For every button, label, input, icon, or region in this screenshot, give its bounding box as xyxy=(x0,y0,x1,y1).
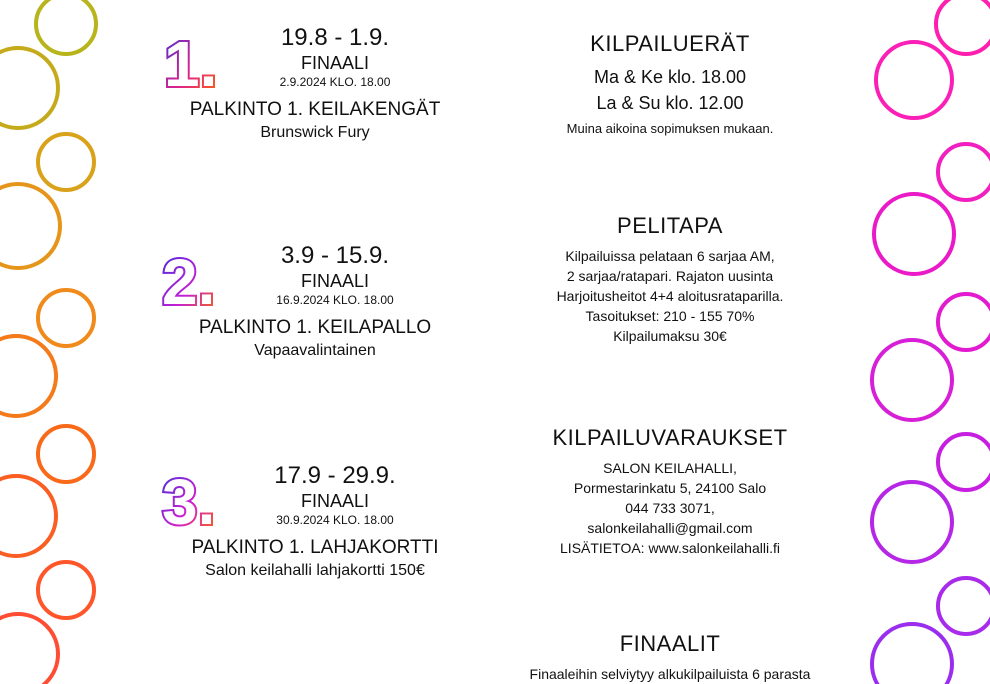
round-2 xyxy=(162,242,460,362)
deco-circle xyxy=(38,426,94,482)
section-title: KILPAILUERÄT xyxy=(590,31,750,56)
rule-line: Kilpailuissa pelataan 6 sarjaa AM, xyxy=(565,248,775,264)
deco-circle xyxy=(938,294,990,350)
prize-title: PALKINTO 1. KEILAKENGÄT xyxy=(189,99,441,120)
deco-circle xyxy=(0,48,58,128)
deco-circle xyxy=(938,434,990,490)
rule-line: Kilpailumaksu 30€ xyxy=(613,328,727,344)
section-kilpailuerat xyxy=(520,30,820,137)
final-date: 30.9.2024 xyxy=(276,513,330,527)
rule-line: Harjoitusheitot 4+4 aloitusrataparilla. xyxy=(556,288,784,304)
contact-website: LISÄTIETOA: www.salonkeilahalli.fi xyxy=(560,540,780,556)
deco-circle xyxy=(876,42,952,118)
contact-phone: 044 733 3071, xyxy=(625,500,715,516)
final-label: FINAALI xyxy=(300,491,370,511)
deco-circle xyxy=(936,0,990,54)
left-circle-decoration xyxy=(0,0,120,675)
deco-circle xyxy=(0,614,58,684)
deco-circle xyxy=(874,194,954,274)
round-1 xyxy=(164,24,460,144)
deco-circle xyxy=(0,184,60,268)
section-title: KILPAILUVARAUKSET xyxy=(552,425,788,450)
round-date-range: 3.9 - 15.9. xyxy=(280,242,390,269)
right-circle-decoration xyxy=(870,0,990,675)
deco-circle xyxy=(38,562,94,618)
deco-circle xyxy=(0,476,56,556)
rule-line: 2 sarjaa/ratapari. Rajaton uusinta xyxy=(566,268,774,284)
prize-description: Brunswick Fury xyxy=(260,124,370,141)
schedule-note: Muina aikoina sopimuksen mukaan. xyxy=(566,121,774,136)
contact-name: SALON KEILAHALLI, xyxy=(603,460,737,476)
deco-circle xyxy=(872,624,952,684)
deco-circle xyxy=(36,0,96,54)
round-number-1-icon xyxy=(160,20,230,100)
prize-description: Vapaavalintainen xyxy=(254,342,376,359)
final-time: KLO. 18.00 xyxy=(333,293,394,307)
final-time: KLO. 18.00 xyxy=(333,513,394,527)
final-label: FINAALI xyxy=(300,271,370,291)
section-kilpailuvaraukset xyxy=(520,424,820,558)
finals-description: Finaaleihin selviytyy alkukilpailuista 6 parasta xyxy=(529,666,811,682)
deco-circle xyxy=(938,144,990,200)
schedule-weekend: La & Su klo. 12.00 xyxy=(596,93,744,113)
round-3 xyxy=(162,462,460,582)
final-time: KLO. 18.00 xyxy=(329,75,391,89)
prize-title: PALKINTO 1. LAHJAKORTTI xyxy=(191,537,439,558)
rule-line: Tasoitukset: 210 - 155 70% xyxy=(585,308,755,324)
deco-circle xyxy=(872,340,952,420)
round-number-2-icon xyxy=(160,238,230,318)
round-number-3-icon xyxy=(160,458,230,538)
schedule-weekday: Ma & Ke klo. 18.00 xyxy=(593,67,747,87)
round-date-range: 19.8 - 1.9. xyxy=(280,24,390,51)
prize-title: PALKINTO 1. KEILAPALLO xyxy=(198,317,432,338)
prize-description: Salon keilahalli lahjakortti 150€ xyxy=(205,562,425,579)
section-pelitapa xyxy=(520,212,820,346)
deco-circle xyxy=(38,290,94,346)
section-title: FINAALIT xyxy=(619,631,721,656)
final-label: FINAALI xyxy=(300,53,370,73)
final-date: 16.9.2024 xyxy=(276,293,330,307)
round-date-range: 17.9 - 29.9. xyxy=(274,462,396,489)
deco-circle xyxy=(0,336,56,416)
section-title: PELITAPA xyxy=(617,213,723,238)
final-date: 2.9.2024 xyxy=(279,75,327,89)
deco-circle xyxy=(872,482,952,562)
section-finaalit xyxy=(520,630,820,684)
contact-address: Pormestarinkatu 5, 24100 Salo xyxy=(573,480,767,496)
deco-circle xyxy=(38,134,94,190)
round-number-text: 1. xyxy=(164,28,218,100)
contact-email: salonkeilahalli@gmail.com xyxy=(587,520,753,536)
round-number-text: 2. xyxy=(162,246,216,318)
round-number-text: 3. xyxy=(162,466,216,538)
deco-circle xyxy=(938,578,990,634)
